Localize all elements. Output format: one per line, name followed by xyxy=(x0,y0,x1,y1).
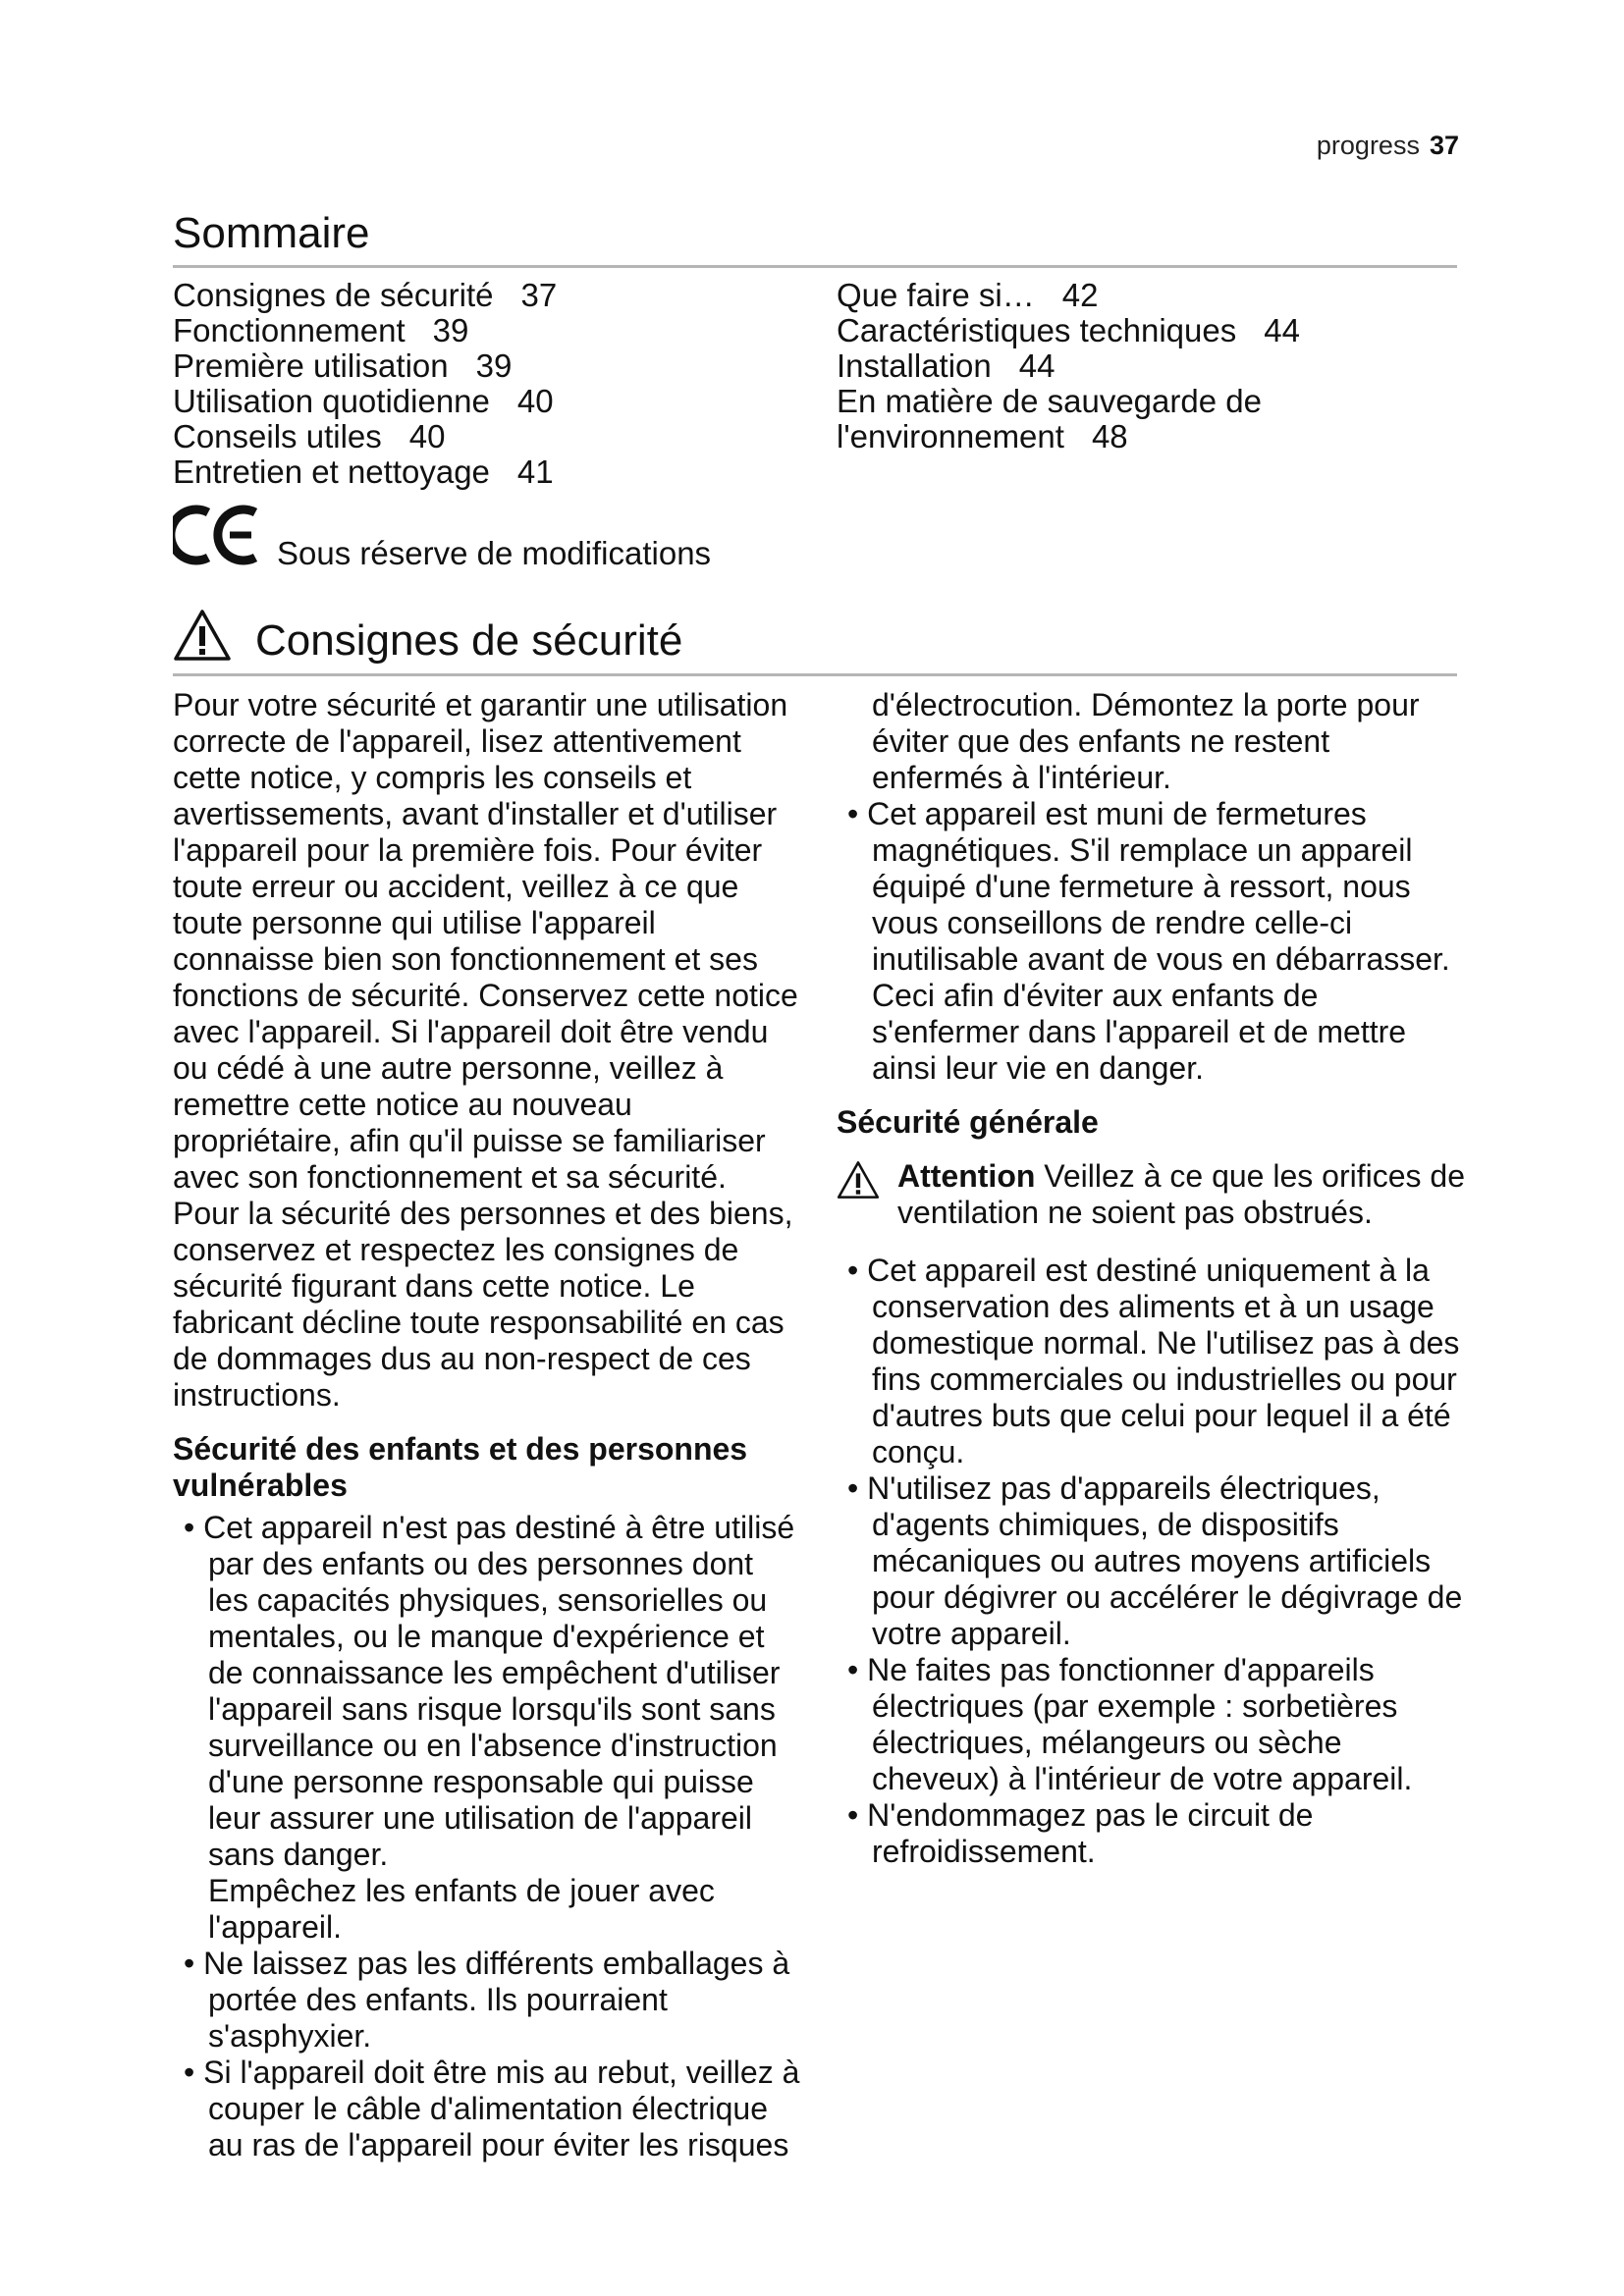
list-item: • Cet appareil n'est pas destiné à être utilisé par des enfants ou des personnes dont les capacités physiques, sensorielles ou mentales, ou le manque d'expérience et de connaissance les empêchent d'utiliser l'appareil sans risque lorsqu'ils sont sans surveillance ou en l'absence d'instruction d'une personne responsable qui puisse leur assurer une utilisation de l'appareil sans danger. xyxy=(184,1510,795,1872)
brand-name: progress xyxy=(1316,131,1420,160)
list-item: • Si l'appareil doit être mis au rebut, veillez à couper le câble d'alimentation électrique au ras de l'appareil pour éviter les risques xyxy=(184,2055,800,2163)
list-item: • N'utilisez pas d'appareils électriques, d'agents chimiques, de dispositifs mécaniques ou autres moyens artificiels pour dégivrer ou accélérer le dégivrage de votre appareil. xyxy=(847,1470,1463,1651)
list-item-continuation: Empêchez les enfants de jouer avec l'appareil. xyxy=(208,1873,715,1945)
toc-item[interactable]: l'environnement 48 xyxy=(837,418,1128,454)
summary-rule xyxy=(173,265,1457,268)
list-item: • Cet appareil est muni de fermetures magnétiques. S'il remplace un appareil équipé d'une fermeture à ressort, nous vous conseillons de rendre celle-ci inutilisable avant de vous en débarrasser. Ceci afin d'éviter aux enfants de s'enfermer dans l'appareil et de mettre ainsi leur vie en danger. xyxy=(847,796,1450,1086)
page-header xyxy=(1317,131,1459,161)
list-item-continuation: d'électrocution. Démontez la porte pour éviter que des enfants ne restent enfermés à l'intérieur. xyxy=(872,687,1420,795)
warning-triangle-icon xyxy=(173,609,232,662)
toc-left xyxy=(173,278,557,490)
list-item: • Ne faites pas fonctionner d'appareils électriques (par exemple : sorbetières électriques, mélangeurs ou sèche cheveux) à l'intérieur de votre appareil. xyxy=(847,1652,1413,1796)
toc-item[interactable]: Installation 44 xyxy=(837,347,1056,384)
right-column xyxy=(837,687,1465,1870)
toc-item[interactable]: En matière de sauvegarde de xyxy=(837,383,1262,419)
ce-mark-icon xyxy=(173,503,263,567)
toc-item[interactable]: Conseils utiles 40 xyxy=(173,418,446,454)
toc-item[interactable]: Utilisation quotidienne 40 xyxy=(173,383,554,419)
toc-item[interactable]: Fonctionnement 39 xyxy=(173,312,469,348)
toc-item[interactable]: Consignes de sécurité 37 xyxy=(173,277,558,313)
attention-label: Attention xyxy=(897,1158,1036,1194)
page-number: 37 xyxy=(1429,131,1459,160)
summary-title: Sommaire xyxy=(173,209,370,257)
attention-text: Veillez à ce que les orifices de ventilation ne soient pas obstrués. xyxy=(897,1158,1465,1230)
toc-right xyxy=(837,278,1300,454)
left-column xyxy=(173,687,801,2163)
list-item: • Cet appareil est destiné uniquement à la conservation des aliments et à un usage domestique normal. Ne l'utilisez pas à des fins commerciales ou industrielles ou pour d'autres buts que celui pour lequel il a été conçu. xyxy=(847,1253,1460,1469)
toc-item[interactable]: Entretien et nettoyage 41 xyxy=(173,454,554,490)
ce-note: Sous réserve de modifications xyxy=(277,535,712,571)
intro-paragraph: Pour la sécurité des personnes et des biens, conservez et respectez les consignes de sécurité figurant dans cette notice. Le fabricant décline toute responsabilité en cas de dommages dus au non-respect de ces instructions. xyxy=(173,1196,793,1413)
toc-item[interactable]: Caractéristiques techniques 44 xyxy=(837,312,1300,348)
general-safety-heading: Sécurité générale xyxy=(837,1104,1099,1140)
toc-item[interactable]: Que faire si… 42 xyxy=(837,277,1099,313)
list-item: • N'endommagez pas le circuit de refroidissement. xyxy=(847,1797,1314,1869)
children-safety-heading: Sécurité des enfants et des personnes vulnérables xyxy=(173,1431,748,1503)
list-item: • Ne laissez pas les différents emballages à portée des enfants. Ils pourraient s'asphyxier. xyxy=(184,1946,790,2054)
safety-title: Consignes de sécurité xyxy=(255,616,683,665)
safety-rule xyxy=(173,673,1457,676)
attention-note xyxy=(837,1158,1465,1231)
warning-triangle-icon xyxy=(837,1160,880,1200)
intro-paragraph: Pour votre sécurité et garantir une utilisation correcte de l'appareil, lisez attentivement cette notice, y compris les conseils et avertissements, avant d'installer et d'utiliser l'appareil pour la première fois. Pour éviter toute erreur ou accident, veillez à ce que toute personne qui utilise l'appareil connaisse bien son fonctionnement et ses fonctions de sécurité. Conservez cette notice avec l'appareil. Si l'appareil doit être vendu ou cédé à une autre personne, veillez à remettre cette notice au nouveau propriétaire, afin qu'il puisse se familiariser avec son fonctionnement et sa sécurité. xyxy=(173,687,798,1195)
toc-item[interactable]: Première utilisation 39 xyxy=(173,347,513,384)
